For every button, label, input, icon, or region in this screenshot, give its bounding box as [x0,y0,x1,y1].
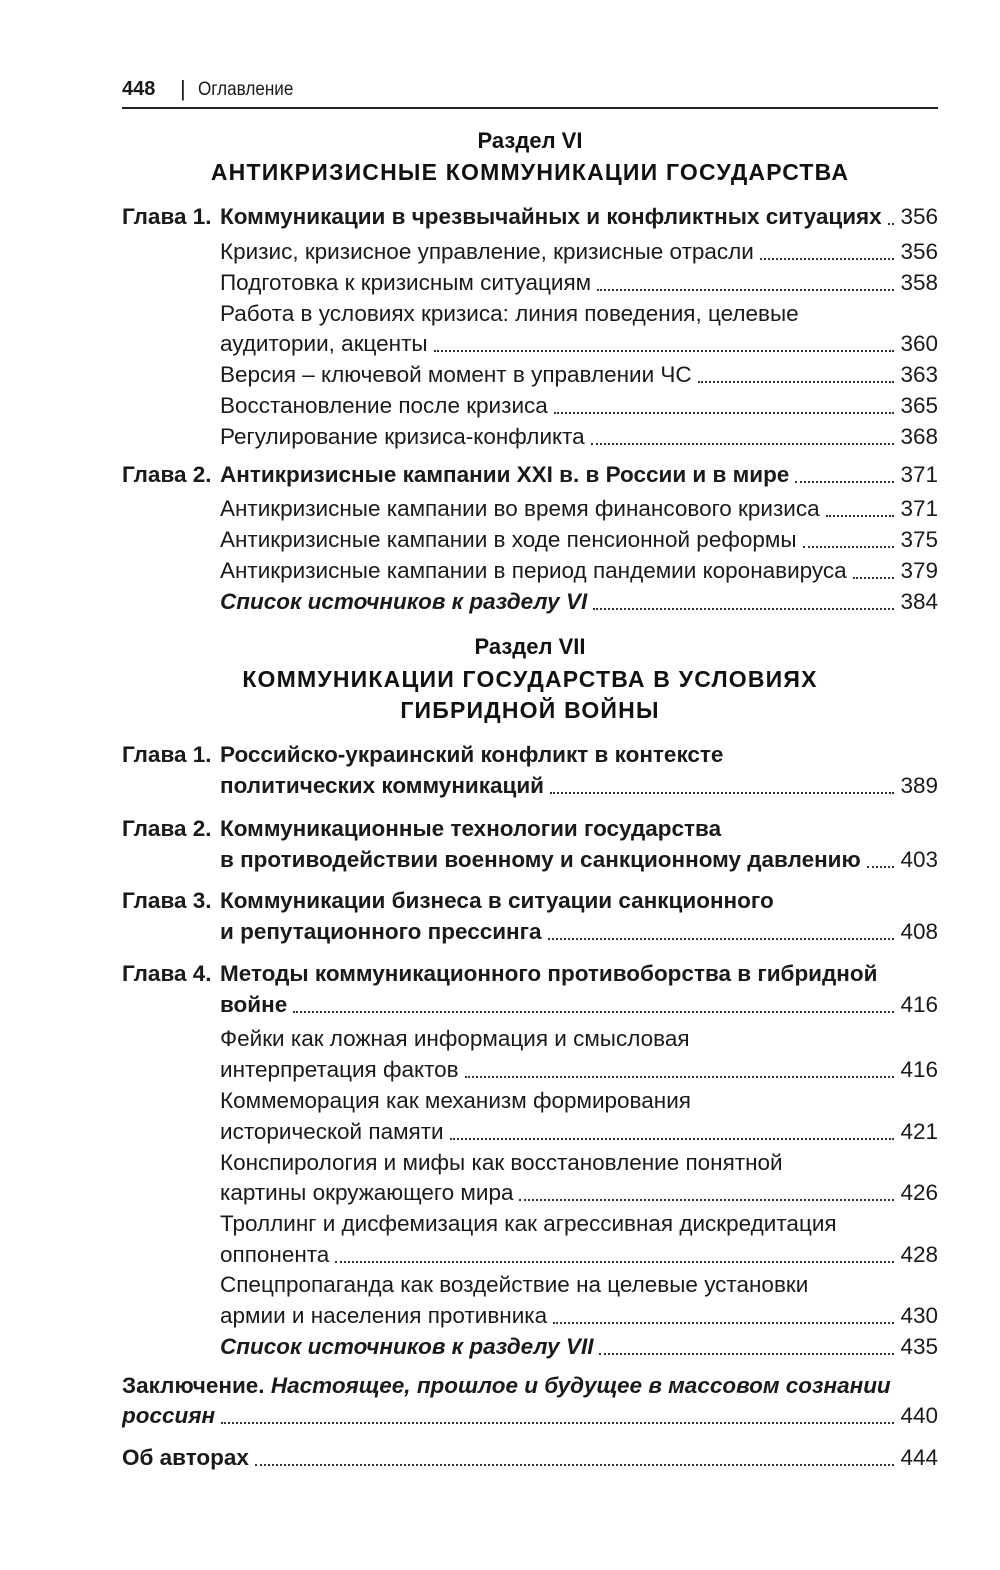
page-ref: 365 [900,393,938,418]
entry-title-line1: Троллинг и дисфемизация как агрессивная дискредитация [220,1211,837,1236]
toc-entry[interactable] [220,268,938,300]
entry-title: аудитории, акценты [220,331,428,356]
page-ref: 440 [900,1403,938,1428]
toc-entry[interactable] [220,1301,938,1333]
entry-title: Регулирование кризиса-конфликта [220,424,585,449]
entry-line1 [220,1209,938,1241]
section-7-title-line2: ГИБРИДНОЙ ВОЙНЫ [400,697,660,723]
section-6-title: АНТИКРИЗИСНЫЕ КОММУНИКАЦИИ ГОСУДАРСТВА [210,159,850,185]
entry-title: оппонента [220,1242,330,1267]
page-ref: 384 [900,589,938,614]
entry-line1 [220,299,938,331]
sources-title: Список источников к разделу VII [220,1334,594,1359]
page-ref: 358 [900,270,938,295]
page-number: 448 [122,78,156,100]
page-ref: 360 [900,331,938,356]
conclusion-title-line1: Настоящее, прошлое и будущее в массовом сознании [270,1373,891,1398]
header-separator: | [180,76,186,101]
entry-title: Подготовка к кризисным ситуациям [220,270,592,295]
entry-title-line1: Коммеморация как механизм формирования [220,1088,691,1113]
entry-title: Антикризисные кампании в период пандемии коронавируса [220,558,847,583]
entry-line1 [220,1270,938,1302]
entry-title-line1: Спецпропаганда как воздействие на целевые установки [220,1272,809,1297]
authors-title: Об авторах [122,1445,249,1470]
page-ref: 389 [900,773,938,798]
chapter-number: Глава 1. [122,742,212,767]
entry-title: Кризис, кризисное управление, кризисные отрасли [220,239,754,264]
toc-entry[interactable] [220,1240,938,1272]
toc-entry[interactable] [220,391,938,423]
chapter-line1 [122,740,938,772]
page-ref: 416 [900,1057,938,1082]
page-ref: 408 [900,919,938,944]
page-ref: 403 [900,847,938,872]
toc-entry-s7-ch3[interactable] [122,917,938,949]
chapter-line1 [122,886,938,918]
conclusion-label: Заключение. [122,1373,265,1398]
page-ref: 426 [900,1180,938,1205]
entry-title: картины окружающего мира [220,1180,514,1205]
chapter-number: Глава 2. [122,462,212,487]
header-title: Оглавление [198,79,294,100]
chapter-number: Глава 3. [122,888,212,913]
entry-title: исторической памяти [220,1119,444,1144]
toc-entry[interactable] [220,329,938,361]
entry-title-line1: Работа в условиях кризиса: линия поведения, целевые [220,301,799,326]
page-ref: 416 [900,992,938,1017]
page-ref: 356 [900,239,938,264]
toc-entry-sources-7[interactable] [220,1332,938,1364]
toc-entry[interactable] [220,422,938,454]
toc-entry-s6-ch2[interactable] [122,460,938,492]
page-ref: 435 [900,1334,938,1359]
section-7-label: Раздел VII [474,634,586,659]
entry-line1 [220,1086,938,1118]
conclusion-line1 [122,1371,938,1403]
entry-title-line1: Фейки как ложная информация и смысловая [220,1026,690,1051]
section-6-label: Раздел VI [477,128,583,153]
toc-entry[interactable] [220,525,938,557]
sources-title: Список источников к разделу VI [220,589,588,614]
page-ref: 368 [900,424,938,449]
header-rule [122,107,938,109]
toc-entry[interactable] [220,237,938,269]
toc-entry[interactable] [220,1178,938,1210]
entry-line1 [220,1024,938,1056]
chapter-line1 [122,814,938,846]
toc-entry-s7-ch4[interactable] [122,990,938,1022]
page-ref: 375 [900,527,938,552]
toc-entry-s6-ch1[interactable] [122,202,938,234]
page-ref: 371 [900,496,938,521]
chapter-number: Глава 2. [122,816,212,841]
chapter-title-line1: Коммуникации бизнеса в ситуации санкционного [220,888,774,913]
chapter-title-line1: Коммуникационные технологии государства [220,816,722,841]
toc-entry[interactable] [220,360,938,392]
chapter-title-line1: Методы коммуникационного противоборства в гибридной [220,961,878,986]
toc-entry-conclusion[interactable] [122,1401,938,1433]
chapter-title: политических коммуникаций [220,773,545,798]
page-ref: 421 [900,1119,938,1144]
toc-entry-s7-ch2[interactable] [122,845,938,877]
chapter-line1 [122,959,938,991]
page-ref: 356 [900,204,938,229]
entry-title: Восстановление после кризиса [220,393,548,418]
chapter-title: войне [220,992,288,1017]
entry-title: армии и населения противника [220,1303,548,1328]
page-ref: 363 [900,362,938,387]
section-7-title-line1: КОММУНИКАЦИИ ГОСУДАРСТВА В УСЛОВИЯХ [242,666,818,692]
chapter-title: и репутационного прессинга [220,919,542,944]
page-ref: 379 [900,558,938,583]
chapter-title: в противодействии военному и санкционному давлению [220,847,861,872]
conclusion-title: россиян [122,1403,216,1428]
entry-title: интерпретация фактов [220,1057,459,1082]
entry-title: Антикризисные кампании во время финансового кризиса [220,496,820,521]
page-ref: 430 [900,1303,938,1328]
toc-entry[interactable] [220,1055,938,1087]
toc-entry[interactable] [220,494,938,526]
entry-line1 [220,1148,938,1180]
chapter-title: Антикризисные кампании XXI в. в России и в мире [220,462,790,487]
chapter-title: Коммуникации в чрезвычайных и конфликтных ситуациях [220,204,882,229]
page-ref: 371 [900,462,938,487]
entry-title: Антикризисные кампании в ходе пенсионной реформы [220,527,797,552]
toc-entry-s7-ch1[interactable] [122,771,938,803]
chapter-number: Глава 1. [122,204,212,229]
chapter-title-line1: Российско-украинский конфликт в контексте [220,742,724,767]
toc-entry-sources-6[interactable] [220,587,938,619]
entry-title: Версия – ключевой момент в управлении ЧС [220,362,692,387]
page-ref: 444 [900,1445,938,1470]
chapter-number: Глава 4. [122,961,212,986]
entry-title-line1: Конспирология и мифы как восстановление понятной [220,1150,783,1175]
toc-entry-authors[interactable] [122,1443,938,1475]
toc-entry[interactable] [220,556,938,588]
page-ref: 428 [900,1242,938,1267]
toc-entry[interactable] [220,1117,938,1149]
